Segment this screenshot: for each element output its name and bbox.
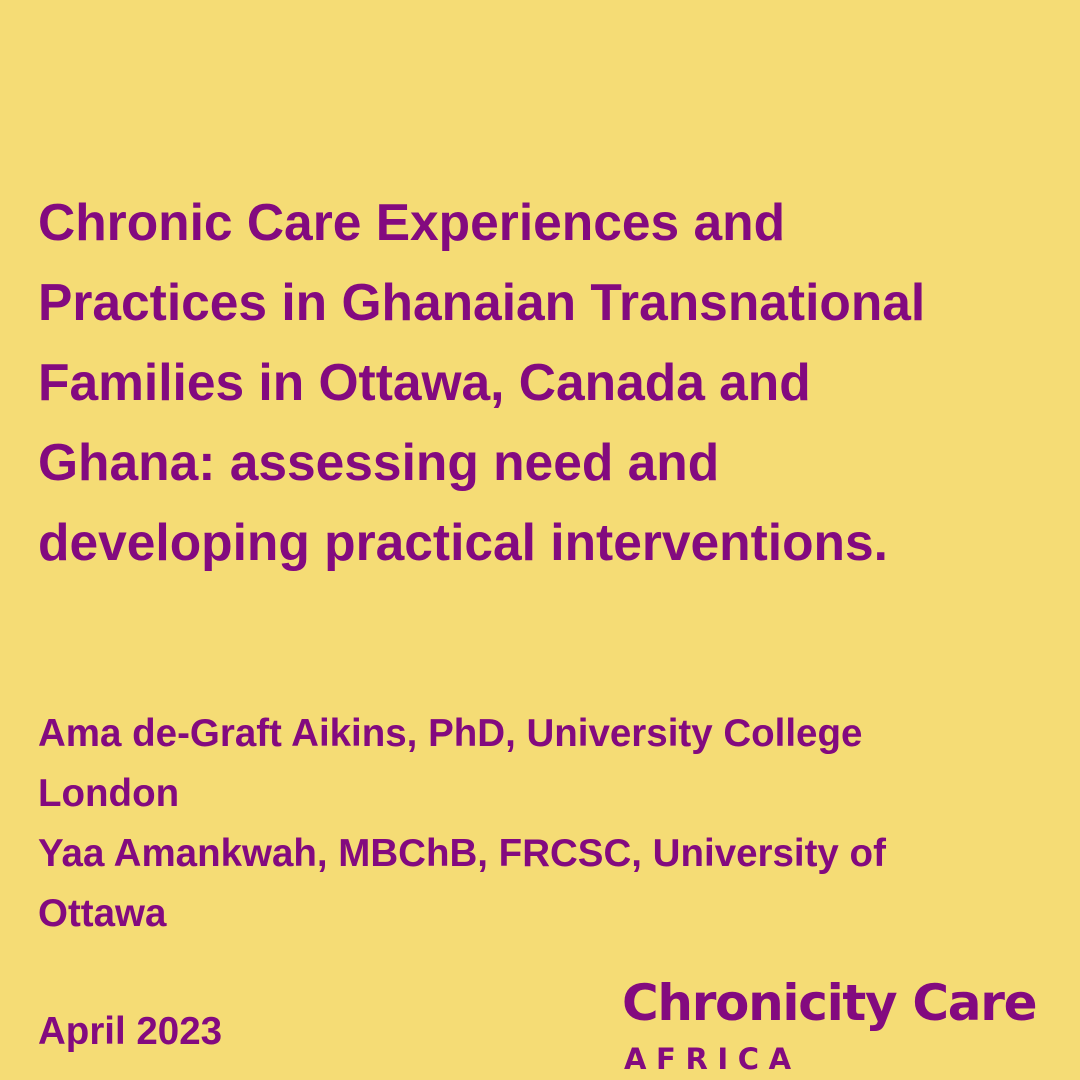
title-line-2: Practices in Ghanaian Transnational <box>38 273 926 331</box>
publication-date: April 2023 <box>38 1010 223 1053</box>
title-line-3: Families in Ottawa, Canada and <box>38 353 811 411</box>
author-line-3: Yaa Amankwah, MBChB, FRCSC, University of <box>38 832 886 875</box>
logo-primary-text: Chronicity Care <box>622 974 1037 1032</box>
title-line-4: Ghana: assessing need and <box>38 433 720 491</box>
chronicity-care-africa-logo <box>622 968 1072 1076</box>
title-line-5: developing practical interventions. <box>38 513 888 571</box>
author-line-1: Ama de-Graft Aikins, PhD, University College <box>38 712 863 755</box>
logo-secondary-text: AFRICA <box>624 1042 801 1076</box>
title-line-1: Chronic Care Experiences and <box>38 193 786 251</box>
author-line-4: Ottawa <box>38 892 167 935</box>
authors-block <box>38 704 1038 944</box>
document-title <box>38 182 1068 582</box>
author-line-2: London <box>38 772 180 815</box>
